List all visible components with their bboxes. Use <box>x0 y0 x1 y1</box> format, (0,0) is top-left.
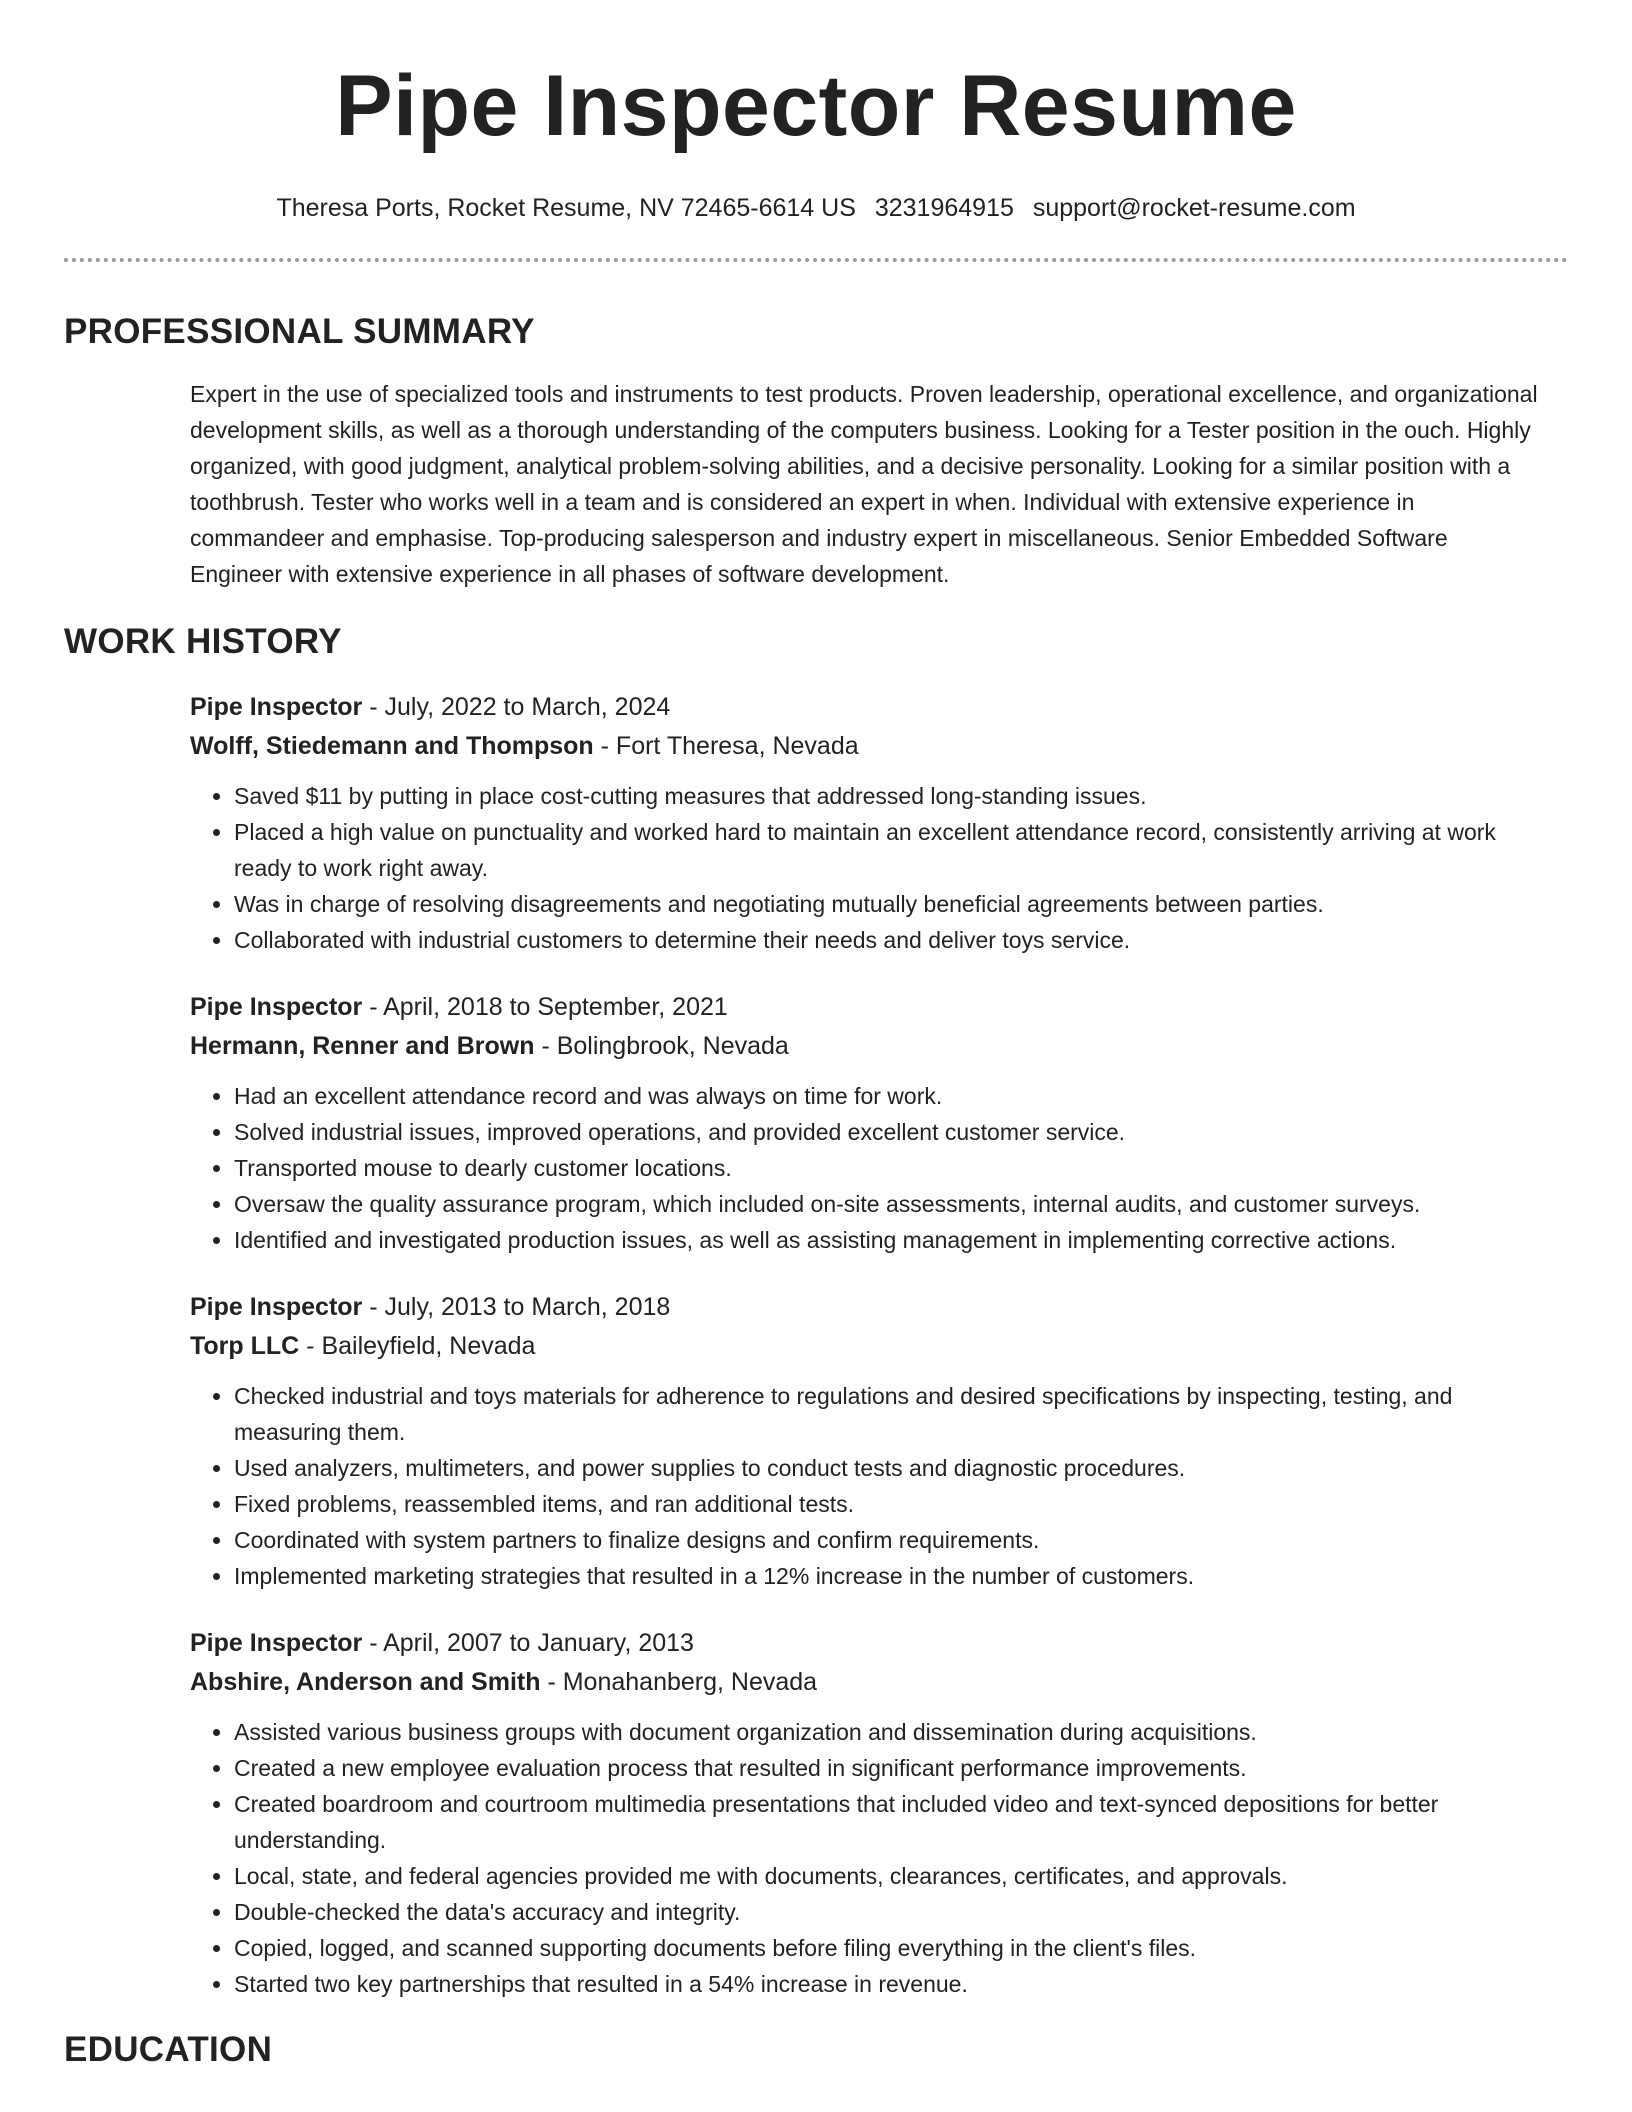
job-location: - Monahanberg, Nevada <box>540 1668 818 1696</box>
job-company-line <box>190 1327 1538 1366</box>
job-location: - Baileyfield, Nevada <box>299 1332 536 1360</box>
job-location: - Bolingbrook, Nevada <box>534 1032 789 1060</box>
job-title-line <box>190 1288 1538 1327</box>
section-title-summary: PROFESSIONAL SUMMARY <box>64 312 535 351</box>
contact-phone: 3231964915 <box>874 194 1014 222</box>
job-bullet: • Solved industrial issues, improved operations, and provided excellent customer service. <box>234 1114 1538 1150</box>
job-dates: - April, 2007 to January, 2013 <box>362 1629 694 1657</box>
job-company: Hermann, Renner and Brown <box>190 1032 535 1060</box>
job-entry <box>190 988 1538 1258</box>
job-dates: - July, 2022 to March, 2024 <box>362 693 671 721</box>
job-bullet: • Created boardroom and courtroom multimedia presentations that included video and text-synced depositions for better understanding. <box>234 1786 1538 1858</box>
section-title-education: EDUCATION <box>64 2030 273 2069</box>
job-bullet: • Local, state, and federal agencies provided me with documents, clearances, certificates, and approvals. <box>234 1858 1538 1894</box>
job-bullets <box>190 778 1538 958</box>
job-title: Pipe Inspector <box>190 693 363 721</box>
job-bullet: • Coordinated with system partners to finalize designs and confirm requirements. <box>234 1522 1538 1558</box>
job-bullet: • Was in charge of resolving disagreements and negotiating mutually beneficial agreements between parties. <box>234 886 1538 922</box>
job-entry <box>190 688 1538 958</box>
job-title-line <box>190 1624 1538 1663</box>
work-history-section <box>190 688 1538 2002</box>
resume-title: Pipe Inspector Resume <box>335 58 1297 154</box>
job-bullets <box>190 1078 1538 1258</box>
job-title: Pipe Inspector <box>190 993 363 1021</box>
contact-email: support@rocket-resume.com <box>1032 194 1356 222</box>
job-bullet: • Identified and investigated production issues, as well as assisting management in implementing corrective actions. <box>234 1222 1538 1258</box>
job-company-line <box>190 1663 1538 1702</box>
job-entry <box>190 1288 1538 1594</box>
job-bullet: • Placed a high value on punctuality and worked hard to maintain an excellent attendance record, consistently arriving at work ready to work right away. <box>234 814 1538 886</box>
summary-section <box>190 376 1538 592</box>
job-company: Wolff, Stiedemann and Thompson <box>190 732 594 760</box>
summary-text: Expert in the use of specialized tools and instruments to test products. Proven leadership, operational excellence, and organizational development skills, as well as a thorough understanding of the computers business. Looking for a Tester position in the ouch. Highly organized, with good judgment, analytical problem-solving abilities, and a decisive personality. Looking for a similar position with a toothbrush. Tester who works well in a team and is considered an expert in when. Individual with extensive experience in commandeer and emphasise. Top-producing salesperson and industry expert in miscellaneous. Senior Embedded Software Engineer with extensive experience in all phases of software development. <box>190 381 1538 587</box>
job-bullet: • Copied, logged, and scanned supporting documents before filing everything in the client's files. <box>234 1930 1538 1966</box>
job-bullet: • Had an excellent attendance record and was always on time for work. <box>234 1078 1538 1114</box>
job-title: Pipe Inspector <box>190 1629 363 1657</box>
job-bullet: • Oversaw the quality assurance program, which included on-site assessments, internal audits, and customer surveys. <box>234 1186 1538 1222</box>
job-bullet: • Saved $11 by putting in place cost-cutting measures that addressed long-standing issues. <box>234 778 1538 814</box>
contact-address: Theresa Ports, Rocket Resume, NV 72465-6614 US <box>276 194 856 222</box>
job-bullet: • Collaborated with industrial customers to determine their needs and deliver toys service. <box>234 922 1538 958</box>
job-company-line <box>190 1027 1538 1066</box>
job-title-line <box>190 988 1538 1027</box>
job-entry <box>190 1624 1538 2002</box>
job-dates: - April, 2018 to September, 2021 <box>362 993 728 1021</box>
job-bullets <box>190 1714 1538 2002</box>
job-bullet: • Assisted various business groups with document organization and dissemination during acquisitions. <box>234 1714 1538 1750</box>
contact-line <box>64 192 1568 224</box>
job-bullet: • Started two key partnerships that resulted in a 54% increase in revenue. <box>234 1966 1538 2002</box>
job-bullet: • Created a new employee evaluation process that resulted in significant performance improvements. <box>234 1750 1538 1786</box>
job-bullet: • Checked industrial and toys materials for adherence to regulations and desired specifications by inspecting, testing, and measuring them. <box>234 1378 1538 1450</box>
job-bullet: • Transported mouse to dearly customer locations. <box>234 1150 1538 1186</box>
header-divider <box>64 258 1568 262</box>
job-bullet: • Fixed problems, reassembled items, and ran additional tests. <box>234 1486 1538 1522</box>
job-title: Pipe Inspector <box>190 1293 363 1321</box>
job-bullets <box>190 1378 1538 1594</box>
job-bullet: • Used analyzers, multimeters, and power supplies to conduct tests and diagnostic procedures. <box>234 1450 1538 1486</box>
job-bullet: • Implemented marketing strategies that resulted in a 12% increase in the number of customers. <box>234 1558 1538 1594</box>
job-bullet: • Double-checked the data's accuracy and integrity. <box>234 1894 1538 1930</box>
job-company: Torp LLC <box>190 1332 300 1360</box>
job-company: Abshire, Anderson and Smith <box>190 1668 541 1696</box>
job-title-line <box>190 688 1538 727</box>
job-dates: - July, 2013 to March, 2018 <box>362 1293 671 1321</box>
job-company-line <box>190 727 1538 766</box>
job-location: - Fort Theresa, Nevada <box>593 732 859 760</box>
section-title-work-history: WORK HISTORY <box>64 622 342 661</box>
